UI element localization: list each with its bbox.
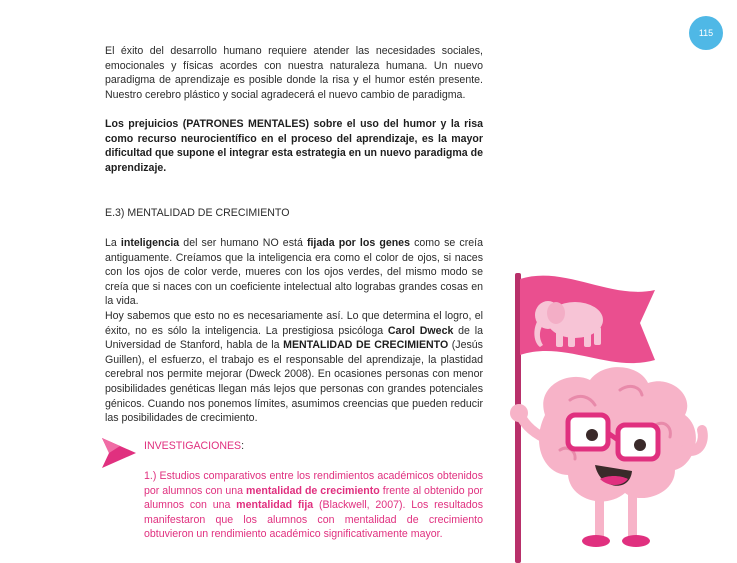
brain-flag-illustration bbox=[490, 265, 730, 563]
section-heading: E.3) MENTALIDAD DE CRECIMIENTO bbox=[105, 207, 290, 219]
page-number-badge: 115 bbox=[689, 16, 723, 50]
investigaciones-title: INVESTIGACIONES: bbox=[144, 440, 245, 452]
investigaciones-arrow-icon bbox=[100, 436, 138, 470]
paragraph-inteligencia: La inteligencia del ser humano NO está fijada por los genes como se creía antiguamente. Creíamos que la inteligencia era como el color de ojos, si naces con los ojos de color verde, mueres con los ojos verdes, del mismo modo se creía que si naces con un coeficiente intelectual alto lograbas grandes cosas en la vida. bbox=[105, 237, 483, 308]
paragraph-dweck: Hoy sabemos que esto no es necesariamente así. Lo que determina el logro, el éxito, no es sólo la inteligencia. La prestigiosa psicóloga Carol Dweck de la Universidad de Stanford, habla de la MENTALIDAD DE CRECIMIENTO (Jesús Guillen), el esfuerzo, el trabajo es el responsable del aprendizaje, la plastidad cerebral nos permite mejorar (Dweck 2008). En ocasiones personas con menor posibilidades genéticas llegan más lejos que personas con grandes potenciales génicos. Cuando nos ponemos límites, asumimos creencias que pueden reducir las posibilidades de crecimiento. bbox=[105, 310, 483, 425]
paragraph-intro: El éxito del desarrollo humano requiere atender las necesidades sociales, emocionales y físicas acordes con nuestra naturaleza humana. Un nuevo paradigma de aprendizaje es posible donde la risa y el humor estén presente. Nuestro cerebro plástico y social agradecerá el nuevo cambio de paradigma. bbox=[105, 45, 483, 101]
brain-character-icon bbox=[510, 367, 703, 547]
paragraph-prejuicios: Los prejuicios (PATRONES MENTALES) sobre el uso del humor y la risa como recurso neurocientífico en el proceso del aprendizaje, es la mayor dificultad que supone el integrar esta estrategia en un nuevo paradigma de aprendizaje. bbox=[105, 118, 483, 174]
investigaciones-body: 1.) Estudios comparativos entre los rendimientos académicos obtenidos por alumnos con una mentalidad de crecimiento frente al obtenido por alumnos con una mentalidad fija (Blackwell, 2007). Los resultados manifestaron que los alumnos con mentalidad de crecimiento obtuvieron un rendimiento académico significativamente mayor. bbox=[144, 470, 483, 541]
